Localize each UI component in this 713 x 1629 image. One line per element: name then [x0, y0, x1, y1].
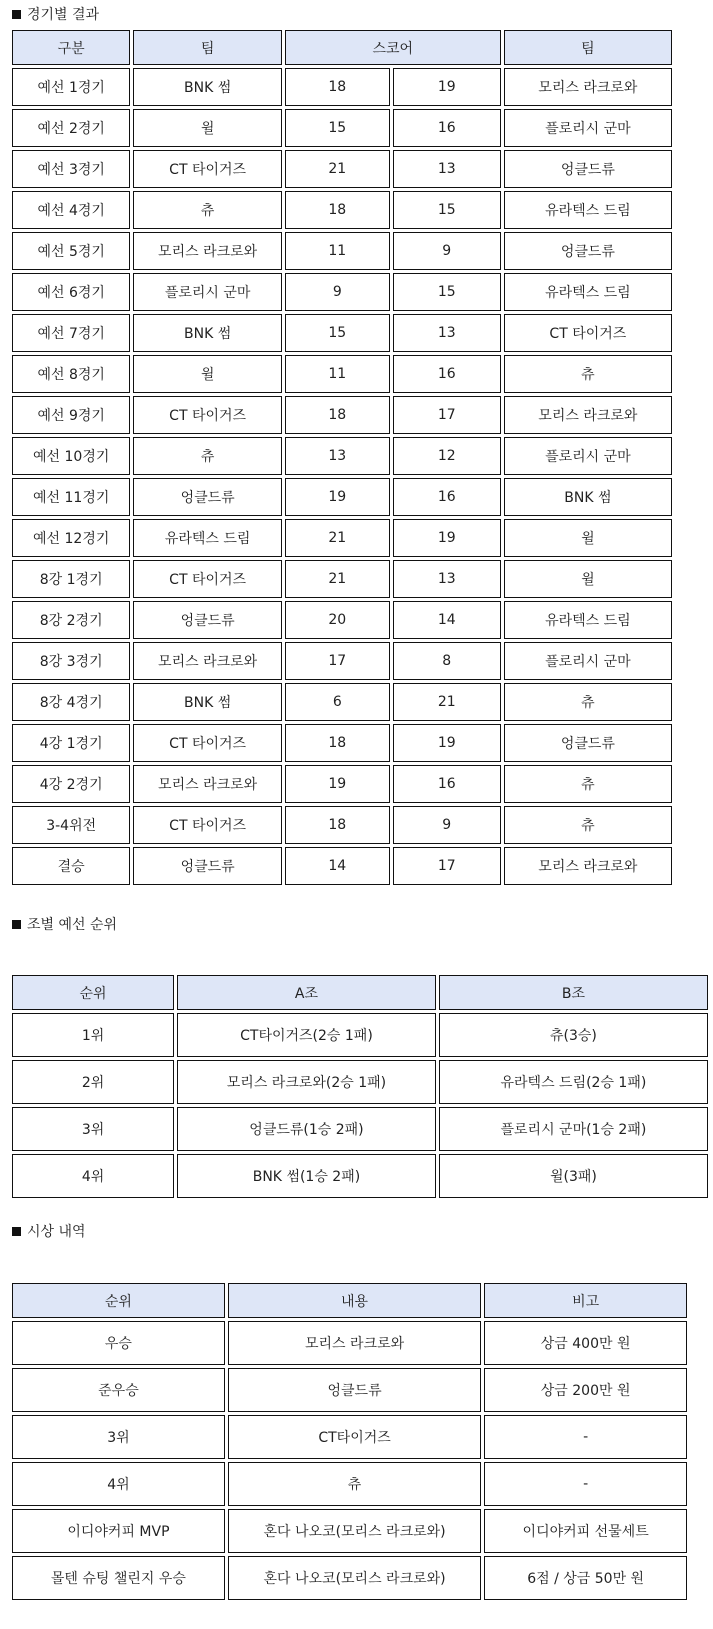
division-cell: 예선 11경기	[12, 478, 130, 516]
table-row	[12, 68, 672, 106]
score-2-cell: 12	[393, 437, 501, 475]
table-row	[12, 642, 672, 680]
match-results-title-text: 경기별 결과	[27, 7, 100, 23]
table-row	[12, 560, 672, 598]
square-bullet-icon	[12, 1227, 21, 1236]
team-1-cell: 엉클드류	[133, 847, 281, 885]
team-1-cell: 모리스 라크로와	[133, 232, 281, 270]
score-1-cell: 13	[285, 437, 390, 475]
score-1-cell: 17	[285, 642, 390, 680]
score-1-cell: 14	[285, 847, 390, 885]
header-rank: 순위	[12, 975, 174, 1010]
rank-cell: 몰텐 슈팅 챌린지 우승	[12, 1556, 225, 1600]
division-cell: 8강 1경기	[12, 560, 130, 598]
score-1-cell: 11	[285, 355, 390, 393]
team-1-cell: 엉클드류	[133, 478, 281, 516]
division-cell: 예선 3경기	[12, 150, 130, 188]
score-2-cell: 8	[393, 642, 501, 680]
team-2-cell: 츄	[504, 355, 672, 393]
score-2-cell: 17	[393, 847, 501, 885]
table-row	[12, 191, 672, 229]
awards-title-text: 시상 내역	[27, 1224, 86, 1240]
table-row	[12, 1556, 687, 1600]
team-1-cell: CT 타이거즈	[133, 150, 281, 188]
team-1-cell: 츄	[133, 437, 281, 475]
rank-cell: 4위	[12, 1154, 174, 1198]
table-row	[12, 396, 672, 434]
header-group-a: A조	[177, 975, 436, 1010]
table-row	[12, 1107, 708, 1151]
rank-cell: 우승	[12, 1321, 225, 1365]
team-2-cell: 모리스 라크로와	[504, 847, 672, 885]
team-2-cell: 윌	[504, 519, 672, 557]
square-bullet-icon	[12, 10, 21, 19]
score-1-cell: 21	[285, 519, 390, 557]
score-1-cell: 9	[285, 273, 390, 311]
rank-cell: 이디야커피 MVP	[12, 1509, 225, 1553]
division-cell: 예선 2경기	[12, 109, 130, 147]
score-1-cell: 19	[285, 765, 390, 803]
score-1-cell: 18	[285, 68, 390, 106]
table-row	[12, 765, 672, 803]
score-2-cell: 19	[393, 724, 501, 762]
header-content: 내용	[228, 1283, 481, 1318]
content-cell: CT타이거즈	[228, 1415, 481, 1459]
score-2-cell: 9	[393, 806, 501, 844]
score-1-cell: 6	[285, 683, 390, 721]
score-2-cell: 21	[393, 683, 501, 721]
table-row	[12, 847, 672, 885]
score-2-cell: 13	[393, 560, 501, 598]
note-cell: 상금 400만 원	[484, 1321, 687, 1365]
rank-cell: 4위	[12, 1462, 225, 1506]
group-a-cell: 엉클드류(1승 2패)	[177, 1107, 436, 1151]
table-row	[12, 478, 672, 516]
team-2-cell: 플로리시 군마	[504, 109, 672, 147]
division-cell: 예선 9경기	[12, 396, 130, 434]
table-row	[12, 1368, 687, 1412]
team-2-cell: 츄	[504, 765, 672, 803]
division-cell: 8강 3경기	[12, 642, 130, 680]
note-cell: 6점 / 상금 50만 원	[484, 1556, 687, 1600]
group-b-cell: 플로리시 군마(1승 2패)	[439, 1107, 708, 1151]
table-row	[12, 601, 672, 639]
division-cell: 예선 5경기	[12, 232, 130, 270]
table-row	[12, 1462, 687, 1506]
team-2-cell: 엉클드류	[504, 150, 672, 188]
team-1-cell: CT 타이거즈	[133, 806, 281, 844]
match-results-body	[12, 68, 672, 885]
team-2-cell: BNK 썸	[504, 478, 672, 516]
header-team-1: 팀	[133, 30, 281, 65]
rank-cell: 준우승	[12, 1368, 225, 1412]
table-row	[12, 437, 672, 475]
score-2-cell: 16	[393, 478, 501, 516]
content-cell: 혼다 나오코(모리스 라크로와)	[228, 1556, 481, 1600]
division-cell: 예선 10경기	[12, 437, 130, 475]
square-bullet-icon	[12, 920, 21, 929]
score-2-cell: 16	[393, 765, 501, 803]
group-standings-title-text: 조별 예선 순위	[27, 917, 118, 933]
score-2-cell: 16	[393, 109, 501, 147]
match-results-title	[12, 6, 99, 24]
score-2-cell: 14	[393, 601, 501, 639]
score-2-cell: 16	[393, 355, 501, 393]
group-standings-table	[9, 972, 711, 1201]
score-1-cell: 18	[285, 724, 390, 762]
note-cell: 이디야커피 선물세트	[484, 1509, 687, 1553]
team-2-cell: 유라텍스 드림	[504, 273, 672, 311]
score-2-cell: 13	[393, 150, 501, 188]
awards-body	[12, 1321, 687, 1600]
team-2-cell: 엉클드류	[504, 232, 672, 270]
table-row	[12, 1154, 708, 1198]
header-row	[12, 975, 708, 1010]
header-note: 비고	[484, 1283, 687, 1318]
table-row	[12, 1415, 687, 1459]
table-row	[12, 355, 672, 393]
group-standings-title	[12, 916, 117, 934]
header-rank: 순위	[12, 1283, 225, 1318]
team-2-cell: 플로리시 군마	[504, 642, 672, 680]
team-2-cell: 유라텍스 드림	[504, 191, 672, 229]
table-row	[12, 683, 672, 721]
content-cell: 엉클드류	[228, 1368, 481, 1412]
rank-cell: 3위	[12, 1107, 174, 1151]
team-1-cell: 모리스 라크로와	[133, 765, 281, 803]
division-cell: 4강 2경기	[12, 765, 130, 803]
team-1-cell: CT 타이거즈	[133, 396, 281, 434]
division-cell: 8강 4경기	[12, 683, 130, 721]
division-cell: 3-4위전	[12, 806, 130, 844]
team-2-cell: CT 타이거즈	[504, 314, 672, 352]
team-1-cell: CT 타이거즈	[133, 724, 281, 762]
table-row	[12, 724, 672, 762]
rank-cell: 3위	[12, 1415, 225, 1459]
note-cell: -	[484, 1462, 687, 1506]
division-cell: 예선 4경기	[12, 191, 130, 229]
team-1-cell: 윌	[133, 355, 281, 393]
header-team-2: 팀	[504, 30, 672, 65]
score-1-cell: 18	[285, 396, 390, 434]
team-2-cell: 유라텍스 드림	[504, 601, 672, 639]
division-cell: 8강 2경기	[12, 601, 130, 639]
header-row	[12, 30, 672, 65]
score-2-cell: 19	[393, 519, 501, 557]
score-1-cell: 11	[285, 232, 390, 270]
table-row	[12, 1509, 687, 1553]
table-row	[12, 806, 672, 844]
score-1-cell: 19	[285, 478, 390, 516]
header-score: 스코어	[285, 30, 501, 65]
table-row	[12, 1060, 708, 1104]
awards-title	[12, 1223, 86, 1241]
team-1-cell: CT 타이거즈	[133, 560, 281, 598]
table-row	[12, 109, 672, 147]
table-row	[12, 150, 672, 188]
team-1-cell: 윌	[133, 109, 281, 147]
team-2-cell: 모리스 라크로와	[504, 396, 672, 434]
team-1-cell: BNK 썸	[133, 314, 281, 352]
division-cell: 결승	[12, 847, 130, 885]
table-row	[12, 232, 672, 270]
table-row	[12, 519, 672, 557]
division-cell: 4강 1경기	[12, 724, 130, 762]
team-2-cell: 윌	[504, 560, 672, 598]
team-1-cell: 유라텍스 드림	[133, 519, 281, 557]
rank-cell: 1위	[12, 1013, 174, 1057]
division-cell: 예선 7경기	[12, 314, 130, 352]
group-standings-body	[12, 1013, 708, 1198]
division-cell: 예선 12경기	[12, 519, 130, 557]
table-row	[12, 1013, 708, 1057]
division-cell: 예선 8경기	[12, 355, 130, 393]
team-1-cell: 모리스 라크로와	[133, 642, 281, 680]
header-division: 구분	[12, 30, 130, 65]
group-b-cell: 유라텍스 드림(2승 1패)	[439, 1060, 708, 1104]
rank-cell: 2위	[12, 1060, 174, 1104]
division-cell: 예선 1경기	[12, 68, 130, 106]
team-1-cell: 플로리시 군마	[133, 273, 281, 311]
group-a-cell: CT타이거즈(2승 1패)	[177, 1013, 436, 1057]
team-1-cell: 츄	[133, 191, 281, 229]
score-2-cell: 13	[393, 314, 501, 352]
table-row	[12, 273, 672, 311]
score-2-cell: 15	[393, 273, 501, 311]
score-2-cell: 19	[393, 68, 501, 106]
score-1-cell: 18	[285, 806, 390, 844]
team-1-cell: BNK 썸	[133, 683, 281, 721]
content-cell: 모리스 라크로와	[228, 1321, 481, 1365]
score-1-cell: 15	[285, 314, 390, 352]
header-row	[12, 1283, 687, 1318]
group-b-cell: 츄(3승)	[439, 1013, 708, 1057]
team-2-cell: 츄	[504, 806, 672, 844]
content-cell: 츄	[228, 1462, 481, 1506]
awards-table	[9, 1280, 690, 1603]
team-1-cell: BNK 썸	[133, 68, 281, 106]
team-1-cell: 엉클드류	[133, 601, 281, 639]
note-cell: -	[484, 1415, 687, 1459]
group-b-cell: 윌(3패)	[439, 1154, 708, 1198]
team-2-cell: 플로리시 군마	[504, 437, 672, 475]
score-1-cell: 21	[285, 150, 390, 188]
team-2-cell: 엉클드류	[504, 724, 672, 762]
score-1-cell: 18	[285, 191, 390, 229]
team-2-cell: 츄	[504, 683, 672, 721]
division-cell: 예선 6경기	[12, 273, 130, 311]
score-2-cell: 17	[393, 396, 501, 434]
header-group-b: B조	[439, 975, 708, 1010]
team-2-cell: 모리스 라크로와	[504, 68, 672, 106]
group-a-cell: 모리스 라크로와(2승 1패)	[177, 1060, 436, 1104]
content-cell: 혼다 나오코(모리스 라크로와)	[228, 1509, 481, 1553]
score-1-cell: 21	[285, 560, 390, 598]
table-row	[12, 1321, 687, 1365]
score-1-cell: 15	[285, 109, 390, 147]
score-2-cell: 9	[393, 232, 501, 270]
group-a-cell: BNK 썸(1승 2패)	[177, 1154, 436, 1198]
score-2-cell: 15	[393, 191, 501, 229]
score-1-cell: 20	[285, 601, 390, 639]
match-results-table	[9, 27, 675, 888]
note-cell: 상금 200만 원	[484, 1368, 687, 1412]
table-row	[12, 314, 672, 352]
